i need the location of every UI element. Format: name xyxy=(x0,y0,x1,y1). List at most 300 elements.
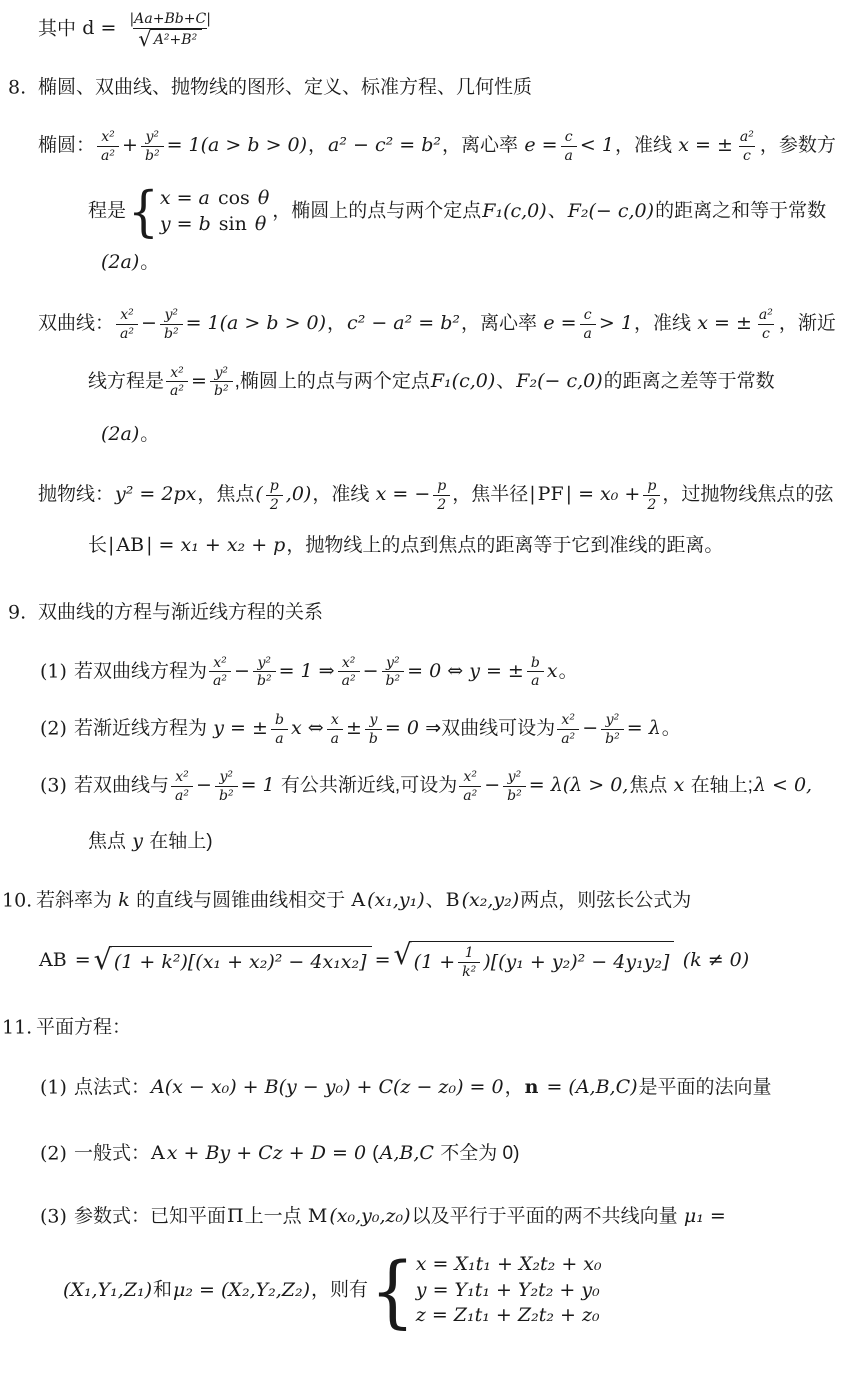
fraction-numerator xyxy=(271,711,288,729)
fraction-numerator xyxy=(209,654,231,672)
math-upright-run: M xyxy=(307,1205,328,1228)
math-run: | xyxy=(529,483,536,506)
fraction-numerator xyxy=(253,654,275,672)
math-run: − xyxy=(141,312,157,335)
content-line xyxy=(0,600,845,627)
text-run: 一般式： xyxy=(74,1142,151,1164)
math-run: x xyxy=(546,659,558,682)
text-run: 不全为 0) xyxy=(434,1142,520,1164)
fraction xyxy=(210,364,233,400)
text-run: 椭圆： xyxy=(38,135,96,157)
math-run: x² xyxy=(341,654,356,671)
text-run: 、 xyxy=(496,370,516,392)
fraction-denominator xyxy=(503,786,526,805)
fraction xyxy=(365,711,382,747)
text-run: 是平面的法向量 xyxy=(638,1077,772,1099)
math-run: a² xyxy=(561,730,576,747)
math-run: (1 + k²)[(x₁ + x₂)² − 4x₁x₂] xyxy=(113,951,367,974)
text-run: 参数式：已知平面 xyxy=(74,1206,227,1228)
math-run: z = Z₁t₁ + Z₂t₂ + z₀ xyxy=(415,1304,600,1327)
math-run: F₁(c,0) xyxy=(482,200,547,223)
fraction xyxy=(171,768,193,804)
text-run: ， xyxy=(327,313,347,335)
fraction-denominator xyxy=(133,25,207,51)
text-run: 。 xyxy=(558,660,578,682)
text-run: ( xyxy=(367,1142,379,1164)
text-run: ，准线 xyxy=(614,135,678,157)
fraction xyxy=(266,477,283,513)
math-run: x² xyxy=(101,129,115,146)
math-run: b² xyxy=(605,730,620,747)
math-upright-run: d = xyxy=(82,17,123,40)
fraction-numerator xyxy=(141,128,163,146)
text-run: 点法式： xyxy=(74,1077,151,1099)
math-run: = xyxy=(191,369,207,392)
cases-group: { x = X₁t₁ + X₂t₂ + x₀ y = Y₁t₁ + Y₂t₂ + y₀ z = Z₁t₁ + Z₂t₂ + z₀ xyxy=(370,1244,602,1337)
fraction xyxy=(116,306,138,342)
fraction xyxy=(433,477,450,513)
text-run: 和 xyxy=(153,1279,173,1301)
fraction-denominator xyxy=(209,671,231,690)
fraction-denominator xyxy=(141,146,164,165)
text-run: ，离心率 xyxy=(461,313,543,335)
fraction-denominator xyxy=(166,381,188,400)
fraction xyxy=(755,306,777,342)
math-run: 2 xyxy=(437,496,447,513)
radical-body xyxy=(110,946,372,976)
fraction xyxy=(160,306,183,342)
fraction xyxy=(141,128,164,164)
text-run: 有公共渐近线,可设为 xyxy=(275,775,458,797)
item-number: 11. xyxy=(2,1016,33,1039)
text-run: 上一点 xyxy=(244,1206,307,1228)
math-run: x = ± xyxy=(678,134,733,157)
math-bold-run: n xyxy=(524,1076,539,1099)
cases-rows xyxy=(159,186,270,237)
item-number: 8. xyxy=(8,76,27,99)
math-run: 2 xyxy=(647,496,657,513)
fraction-numerator xyxy=(210,364,232,382)
math-run: < 1 xyxy=(579,134,614,157)
fraction xyxy=(382,654,405,690)
text-run: ，抛物线上的点到焦点的距离等于它到准线的距离。 xyxy=(286,534,724,556)
math-run: A,B,C xyxy=(379,1141,434,1164)
fraction-denominator xyxy=(266,495,283,514)
math-run: − xyxy=(484,774,501,797)
math-run: x + By + Cz + D = 0 xyxy=(166,1141,367,1164)
content-line xyxy=(0,180,845,244)
text-run: 若双曲线方程为 xyxy=(74,660,208,682)
math-run: y² xyxy=(145,129,160,146)
math-run: 2 xyxy=(269,496,279,513)
fraction-numerator xyxy=(580,306,596,324)
cases-rows xyxy=(415,1252,603,1329)
math-run: = λ xyxy=(626,717,661,740)
cases-row xyxy=(415,1303,603,1329)
fraction-numerator xyxy=(382,654,404,672)
math-run: b xyxy=(530,654,540,671)
math-run: x xyxy=(330,711,339,728)
text-run: ,椭圆上的点与两个定点 xyxy=(234,370,430,392)
fraction xyxy=(601,711,624,747)
math-run: p xyxy=(269,478,279,495)
text-run: 、 xyxy=(547,201,567,223)
math-run: θ xyxy=(257,187,270,210)
text-run: ，则有 xyxy=(311,1279,369,1301)
fraction xyxy=(557,711,579,747)
document-content xyxy=(0,10,845,1337)
math-upright-run: sin xyxy=(218,213,253,236)
math-run: y xyxy=(132,830,144,853)
text-run: 。 xyxy=(140,251,160,273)
math-run: x ⇔ xyxy=(290,717,324,740)
text-run: 若斜率为 xyxy=(36,889,118,911)
text-run: 若渐近线方程为 xyxy=(74,718,213,740)
math-run: b xyxy=(274,711,284,728)
text-run: ，椭圆上的点与两个定点 xyxy=(272,201,482,223)
radical-sign: √ xyxy=(393,938,412,972)
content-line xyxy=(0,654,845,690)
math-run: a² xyxy=(758,307,773,324)
text-run: 的直线与圆锥曲线相交于 xyxy=(130,889,351,911)
math-upright-run: PF xyxy=(537,483,564,506)
math-run: y² xyxy=(257,654,272,671)
math-run: > 1 xyxy=(598,312,633,335)
text-run: 双曲线的方程与渐近线方程的关系 xyxy=(38,602,324,624)
math-run: A²+B² xyxy=(153,31,198,48)
text-run: 其中 xyxy=(38,18,82,40)
item-number: (1) xyxy=(40,1076,67,1099)
math-run: y² xyxy=(386,654,400,671)
math-run: = 1 xyxy=(240,774,275,797)
math-run: (k ≠ 0) xyxy=(682,949,750,972)
math-run: a² xyxy=(341,673,356,690)
math-upright-run: AB xyxy=(116,533,145,556)
content-line xyxy=(0,711,845,747)
content-line xyxy=(0,887,845,915)
fraction-numerator xyxy=(215,768,237,786)
math-run: a xyxy=(531,673,540,690)
cases-row xyxy=(415,1252,603,1278)
text-run: 长 xyxy=(88,534,108,556)
fraction-numerator xyxy=(755,306,777,324)
math-run: (2a) xyxy=(101,250,140,273)
fraction-numerator xyxy=(459,768,481,786)
fraction-numerator xyxy=(166,364,188,382)
math-run: a² xyxy=(739,129,754,146)
text-run: ，参数方 xyxy=(759,135,836,157)
text-run: 以及平行于平面的两不共线向量 xyxy=(411,1206,683,1228)
content-line xyxy=(0,306,845,342)
math-run: a xyxy=(275,730,284,747)
math-run: x xyxy=(673,774,685,797)
text-run: 、 xyxy=(425,889,445,911)
text-run: 在轴上) xyxy=(144,831,213,853)
cases-row xyxy=(159,212,270,238)
radical xyxy=(138,25,202,51)
text-run: 两点，则弦长公式为 xyxy=(520,889,692,911)
content-line xyxy=(0,364,845,400)
content-line xyxy=(0,477,845,513)
fraction xyxy=(736,128,758,164)
math-run: a² xyxy=(101,147,116,164)
fraction xyxy=(338,654,360,690)
math-upright-run: A xyxy=(151,1141,165,1164)
radical-sign: √ xyxy=(138,25,152,51)
item-number: (1) xyxy=(40,660,67,683)
cases-row xyxy=(415,1278,603,1304)
math-run: = xyxy=(374,949,391,972)
math-run: λ < 0, xyxy=(753,774,813,797)
text-run: 焦点 xyxy=(629,775,673,797)
text-run: 的距离之差等于常数 xyxy=(603,370,775,392)
math-run: μ₁ = xyxy=(683,1205,726,1228)
fraction-denominator xyxy=(365,729,382,748)
content-line xyxy=(0,768,845,804)
math-run: x = X₁t₁ + X₂t₂ + x₀ xyxy=(415,1253,602,1276)
math-run: c xyxy=(583,307,592,324)
fraction-denominator xyxy=(271,729,287,748)
math-run: x = ± xyxy=(697,312,752,335)
math-run: x² xyxy=(561,711,575,728)
math-run: | xyxy=(108,533,115,556)
math-run: p xyxy=(647,478,657,495)
math-run: e = xyxy=(543,312,577,335)
math-run: y = ± xyxy=(213,717,268,740)
math-run: = λ(λ > 0, xyxy=(528,774,629,797)
content-line xyxy=(0,828,845,856)
content-line xyxy=(0,532,845,560)
fraction-numerator xyxy=(125,10,215,28)
math-run: p xyxy=(437,478,447,495)
fraction-denominator xyxy=(338,671,360,690)
math-run: = 1 ⇒ xyxy=(278,659,335,682)
math-run: (2a) xyxy=(101,422,140,445)
text-run: 焦点 xyxy=(88,831,132,853)
text-run: 在轴上; xyxy=(685,775,753,797)
math-run: b² xyxy=(163,325,179,342)
fraction xyxy=(253,654,276,690)
math-run: a² xyxy=(175,787,190,804)
content-line xyxy=(0,1203,845,1231)
fraction-denominator xyxy=(253,671,276,690)
math-run: − xyxy=(362,659,379,682)
math-run: k² xyxy=(462,964,477,981)
math-run: 1 xyxy=(464,945,474,962)
math-run: ,0) xyxy=(285,483,312,506)
math-run: b² xyxy=(213,383,229,400)
content-line xyxy=(0,938,845,981)
math-run: y xyxy=(369,711,378,728)
fraction-denominator xyxy=(97,146,119,165)
fraction-denominator xyxy=(739,146,755,165)
fraction-denominator xyxy=(557,729,579,748)
fraction xyxy=(527,654,544,690)
math-run: F₁(c,0) xyxy=(430,369,496,392)
fraction-denominator xyxy=(561,146,577,165)
math-run: a² xyxy=(170,383,185,400)
math-run: b² xyxy=(385,673,401,690)
fraction xyxy=(458,944,480,980)
math-run: + xyxy=(122,134,138,157)
fraction-numerator xyxy=(97,128,119,146)
math-run: b² xyxy=(218,787,234,804)
fraction-denominator xyxy=(458,962,480,981)
fraction-numerator xyxy=(433,477,450,495)
fraction xyxy=(166,364,188,400)
math-run: = 0 ⇔ y = ± xyxy=(407,659,524,682)
math-run: x² xyxy=(213,654,227,671)
text-run: ， xyxy=(308,135,328,157)
content-line xyxy=(0,10,845,49)
fraction-numerator xyxy=(327,711,343,729)
text-run xyxy=(676,950,681,971)
math-run: = 1(a > b > 0) xyxy=(166,134,308,157)
radical-body xyxy=(150,29,203,49)
math-run: c xyxy=(564,129,573,146)
fraction-numerator xyxy=(160,306,182,324)
math-run: b² xyxy=(256,673,272,690)
text-run: ，过抛物线焦点的弦 xyxy=(662,484,834,506)
fraction xyxy=(459,768,481,804)
math-upright-run: B xyxy=(445,888,460,911)
math-run: a xyxy=(564,147,573,164)
math-run: ± xyxy=(346,717,362,740)
math-run: y² xyxy=(507,769,522,786)
fraction-numerator xyxy=(643,477,660,495)
math-run: |Aa+Bb+C| xyxy=(129,11,212,27)
text-run: 椭圆、双曲线、抛物线的图形、定义、标准方程、几何性质 xyxy=(38,76,533,98)
text-run: 。 xyxy=(661,718,681,740)
math-run: F₂(− c,0) xyxy=(567,200,655,223)
math-run: c² − a² = b² xyxy=(347,312,461,335)
item-number: (2) xyxy=(40,1142,67,1165)
math-run: y² xyxy=(214,364,229,381)
radical-body xyxy=(410,941,675,980)
math-run: (X₁,Y₁,Z₁) xyxy=(63,1278,153,1301)
text-run: 双曲线： xyxy=(38,313,115,335)
fraction-numerator xyxy=(338,654,360,672)
math-run: x² xyxy=(170,364,184,381)
math-run: y² = 2px xyxy=(115,483,197,506)
fraction-denominator xyxy=(327,729,343,748)
math-run: y² xyxy=(219,769,234,786)
math-upright-run: A xyxy=(351,888,366,911)
text-run: ，准线 xyxy=(633,313,697,335)
cases-row xyxy=(159,186,270,212)
radical xyxy=(393,938,674,981)
math-run: k xyxy=(118,888,130,911)
math-run: a xyxy=(330,730,339,747)
fraction xyxy=(125,10,215,49)
fraction-denominator xyxy=(382,671,405,690)
item-number: (3) xyxy=(40,774,67,797)
math-run: (x₁,y₁) xyxy=(367,888,425,911)
math-run: (x₀,y₀,z₀) xyxy=(329,1205,411,1228)
math-run: x = a xyxy=(159,187,216,210)
fraction-denominator xyxy=(758,324,774,343)
cases-group: { x = a cos θ y = b sin θ xyxy=(128,180,270,244)
content-line xyxy=(0,1015,845,1042)
text-run: ， xyxy=(504,1077,524,1099)
text-run: ，渐近 xyxy=(778,313,836,335)
math-run: = 0 xyxy=(384,717,419,740)
text-run: 平面方程： xyxy=(36,1016,132,1038)
content-line xyxy=(0,249,845,277)
fraction-numerator xyxy=(461,944,478,962)
fraction-denominator xyxy=(210,381,233,400)
fraction-denominator xyxy=(580,324,596,343)
math-run: x = − xyxy=(375,483,431,506)
math-run: a xyxy=(583,325,592,342)
math-run: − xyxy=(582,717,599,740)
text-run: ，准线 xyxy=(312,484,375,506)
fraction-numerator xyxy=(557,711,579,729)
content-line xyxy=(0,421,845,449)
math-run: ( xyxy=(255,483,263,506)
math-run: x² xyxy=(175,769,189,786)
fraction xyxy=(643,477,660,513)
math-run: )[(y₁ + y₂)² − 4y₁y₂] xyxy=(483,951,670,974)
radical-sign: √ xyxy=(93,943,112,977)
item-number: (3) xyxy=(40,1205,67,1228)
fraction-denominator xyxy=(433,495,450,514)
fraction xyxy=(271,711,288,747)
math-run: y² xyxy=(164,307,179,324)
fraction-numerator xyxy=(527,654,544,672)
item-number: 10. xyxy=(2,889,33,912)
math-run: − xyxy=(196,774,212,797)
fraction-denominator xyxy=(643,495,660,514)
fraction xyxy=(580,306,596,342)
math-run: = 1(a > b > 0) xyxy=(185,312,327,335)
fraction-numerator xyxy=(266,477,283,495)
math-run: = xyxy=(74,949,91,972)
math-run: b² xyxy=(507,787,522,804)
content-line xyxy=(0,1074,845,1102)
fraction xyxy=(209,654,231,690)
math-upright-run: AB xyxy=(39,949,73,972)
fraction-denominator xyxy=(215,786,238,805)
math-run: a² xyxy=(120,325,135,342)
math-run: y = b xyxy=(159,213,217,236)
math-run: | = x₀ + xyxy=(565,483,641,506)
math-run: μ₂ = (X₂,Y₂,Z₂) xyxy=(173,1278,311,1301)
fraction xyxy=(327,711,343,747)
text-run: 抛物线： xyxy=(38,484,115,506)
math-run: θ xyxy=(254,213,267,236)
text-run: 的距离之和等于常数 xyxy=(655,201,827,223)
fraction-denominator xyxy=(171,786,193,805)
math-run: b xyxy=(368,730,378,747)
math-upright-run: Π xyxy=(227,1205,244,1228)
fraction xyxy=(215,768,238,804)
fraction-numerator xyxy=(602,711,624,729)
fraction-numerator xyxy=(116,306,138,324)
text-run: 。 xyxy=(140,423,160,445)
fraction xyxy=(503,768,526,804)
math-run: y = Y₁t₁ + Y₂t₂ + y₀ xyxy=(415,1278,600,1301)
math-upright-run: cos xyxy=(217,187,256,210)
content-line xyxy=(0,1244,845,1337)
math-run: − xyxy=(234,659,250,682)
math-run: x² xyxy=(120,307,134,324)
fraction-denominator xyxy=(116,324,138,343)
math-run: a² − c² = b² xyxy=(328,134,442,157)
math-run: (1 + xyxy=(413,951,456,974)
fraction-numerator xyxy=(736,128,758,146)
text-run: 若双曲线与 xyxy=(74,775,170,797)
